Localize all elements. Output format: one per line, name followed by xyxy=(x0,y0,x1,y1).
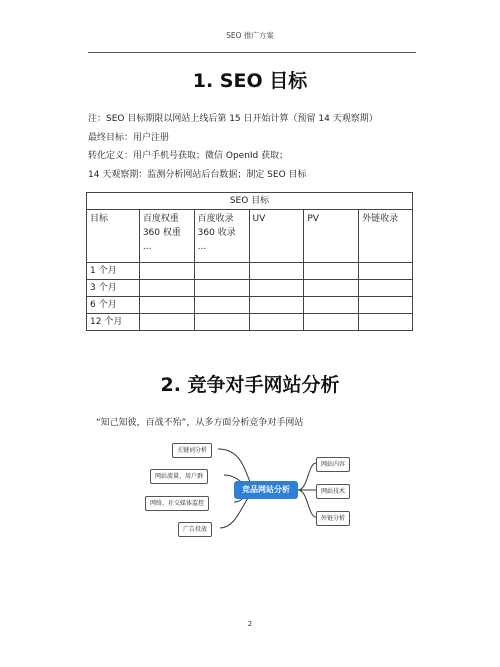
note-line-3: 转化定义：用户手机号获取；微信 OpenId 获取； xyxy=(88,151,289,161)
running-header: SEO 推广方案 xyxy=(226,31,274,40)
mindmap-node-site-content: 网站内容 xyxy=(316,457,350,472)
row-label: 1 个月 xyxy=(87,263,140,280)
note-line-2: 最终目标：用户注册 xyxy=(88,132,170,143)
row-label: 6 个月 xyxy=(87,297,140,314)
mindmap-node-traffic-users: 网站流量、用户群 xyxy=(150,469,208,484)
table-caption: SEO 目标 xyxy=(87,193,413,210)
page-number: 2 xyxy=(247,620,253,628)
mindmap-node-site-tech: 网站技术 xyxy=(316,484,350,499)
table-row xyxy=(87,297,413,314)
branch-links xyxy=(298,490,316,517)
header-cell: 百度权重 360 权重 ... xyxy=(139,210,194,263)
mindmap-node-advertising: 广告投放 xyxy=(178,522,212,537)
table-row xyxy=(87,314,413,331)
header-cell: 目标 xyxy=(87,210,140,263)
competitor-mindmap xyxy=(140,438,380,548)
row-label: 12 个月 xyxy=(87,314,140,331)
branch-content xyxy=(298,463,316,490)
section-2-title: 2. 竞争对手网站分析 xyxy=(160,374,340,396)
header-cell: 外链收录 xyxy=(359,210,413,263)
note-line-1: 注：SEO 目标期限以网站上线后第 15 日开始计算（预留 14 天观察期） xyxy=(88,114,378,124)
table-header-row xyxy=(87,210,413,263)
section-2-intro: “知己知彼，百战不殆”，从多方面分析竞争对手网站 xyxy=(96,418,304,428)
row-label: 3 个月 xyxy=(87,280,140,297)
table-row xyxy=(87,263,413,280)
header-cell: UV xyxy=(249,210,304,263)
mindmap-node-keyword-analysis: 关键词分析 xyxy=(172,443,212,458)
mindmap-center-node: 竞品网站分析 xyxy=(234,481,298,499)
table-row xyxy=(87,280,413,297)
section-1-title: 1. SEO 目标 xyxy=(192,70,308,92)
mindmap-node-backlink-analysis: 外链分析 xyxy=(316,511,350,526)
section-1-notes xyxy=(88,110,378,184)
note-line-4: 14 天观察期：监测分析网站后台数据；制定 SEO 目标 xyxy=(88,169,307,180)
mindmap-node-social-monitoring: 网络、社交媒体监控 xyxy=(145,496,209,511)
header-cell: 百度收录 360 收录 ... xyxy=(194,210,249,263)
seo-target-table xyxy=(86,192,413,331)
header-rule xyxy=(88,52,416,53)
header-cell: PV xyxy=(304,210,359,263)
